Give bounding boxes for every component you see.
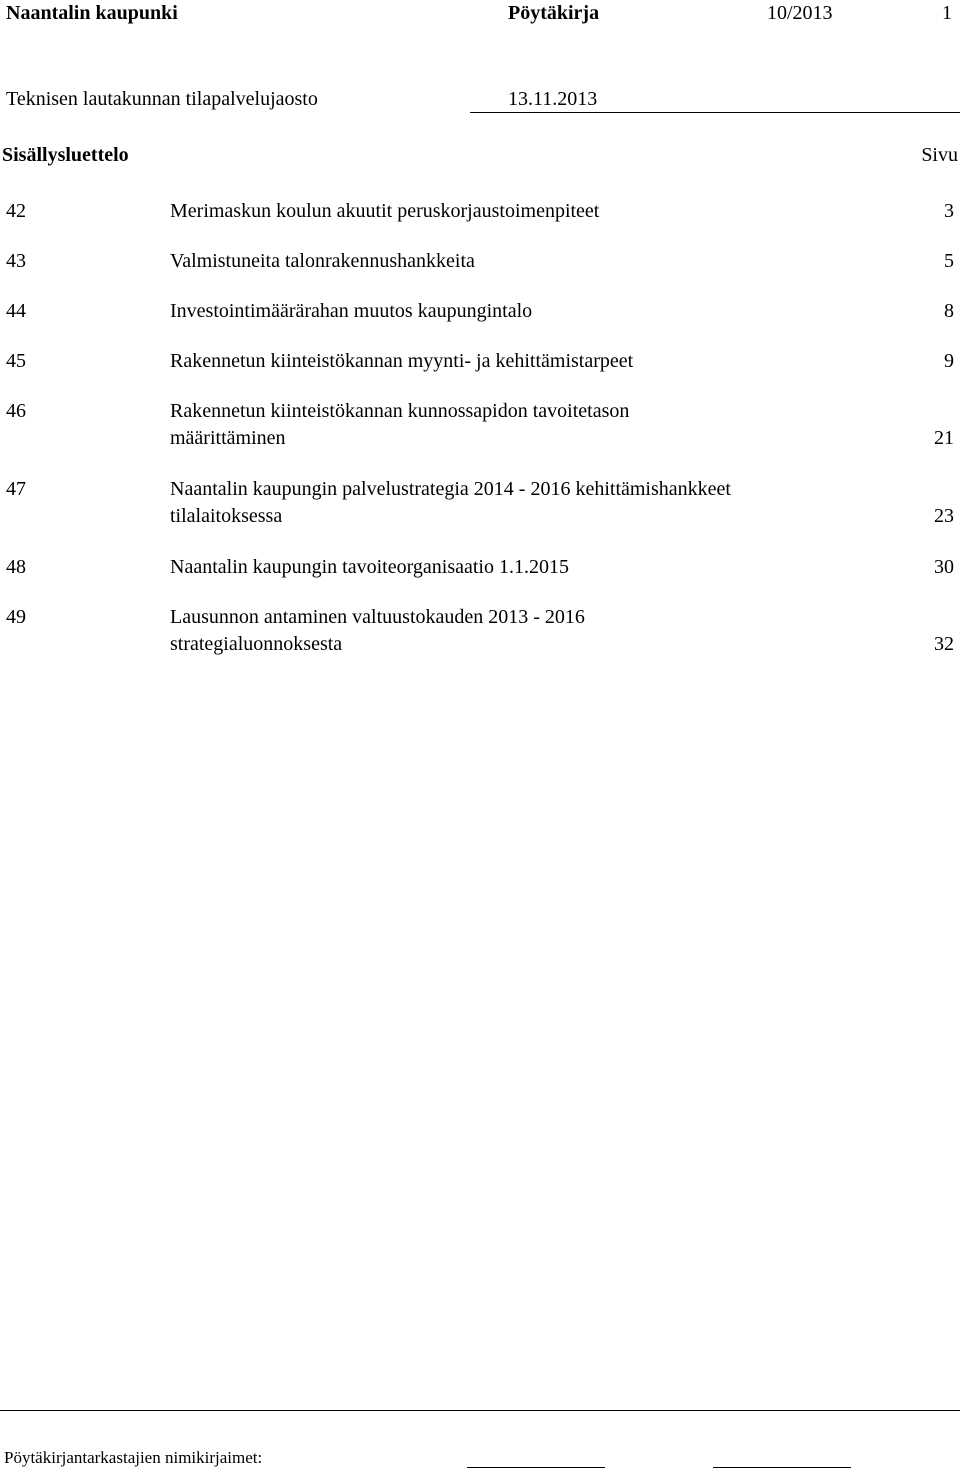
toc-entry-title-line: Rakennetun kiinteistökannan myynti- ja kehittämistarpeet — [170, 350, 634, 372]
toc-entry-title-line: Naantalin kaupungin palvelustrategia 2014 - 2016 kehittämishankkeet — [170, 478, 731, 500]
toc-entry-title-line: Valmistuneita talonrakennushankkeita — [170, 250, 475, 272]
toc-entry-page: 9 — [944, 350, 954, 372]
initials-line — [467, 1467, 605, 1468]
document-type: Pöytäkirja — [508, 2, 600, 24]
committee-name: Teknisen lautakunnan tilapalvelujaosto — [6, 88, 318, 110]
footer-initials-label: Pöytäkirjantarkastajien nimikirjaimet: — [4, 1448, 263, 1467]
toc-entry-page: 3 — [944, 200, 954, 222]
toc-entry-title-line: strategialuonnoksesta — [170, 633, 343, 655]
toc-entry-title — [170, 348, 870, 375]
organization-name: Naantalin kaupunki — [6, 2, 178, 24]
toc-entry-title-line: Merimaskun koulun akuutit peruskorjaustoimenpiteet — [170, 200, 600, 222]
toc-entry-page: 5 — [944, 250, 954, 272]
toc-entry-page: 23 — [934, 505, 954, 527]
toc-entry-title — [170, 298, 870, 325]
toc-entry-title-line: määrittäminen — [170, 427, 286, 449]
toc-page-column-label: Sivu — [921, 144, 958, 166]
toc-entry-title — [170, 554, 870, 581]
toc-entry-title — [170, 604, 870, 658]
toc-entry-number: 46 — [6, 400, 26, 422]
toc-entry-number: 44 — [6, 300, 26, 322]
toc-title: Sisällysluettelo — [2, 144, 129, 166]
toc-entry-title — [170, 198, 870, 225]
header-divider — [470, 112, 960, 113]
meeting-date: 13.11.2013 — [508, 88, 598, 110]
toc-entry-number: 47 — [6, 478, 26, 500]
toc-entry-number: 45 — [6, 350, 26, 372]
toc-entry-page: 21 — [934, 427, 954, 449]
footer-divider — [0, 1410, 960, 1411]
toc-entry-title — [170, 248, 870, 275]
toc-entry-title — [170, 476, 870, 530]
toc-entry-title-line: Lausunnon antaminen valtuustokauden 2013 - 2016 — [170, 606, 585, 628]
toc-entry-title — [170, 398, 870, 452]
page-number: 1 — [942, 2, 952, 24]
toc-entry-page: 30 — [934, 556, 954, 578]
toc-entry-number: 48 — [6, 556, 26, 578]
toc-entry-number: 43 — [6, 250, 26, 272]
toc-entry-number: 49 — [6, 606, 26, 628]
toc-entry-number: 42 — [6, 200, 26, 222]
document-number: 10/2013 — [767, 2, 833, 24]
toc-entry-page: 8 — [944, 300, 954, 322]
toc-entry-page: 32 — [934, 633, 954, 655]
toc-entry-title-line: Investointimäärärahan muutos kaupungintalo — [170, 300, 533, 322]
toc-entry-title-line: Rakennetun kiinteistökannan kunnossapidon tavoitetason — [170, 400, 630, 422]
toc-entry-title-line: Naantalin kaupungin tavoiteorganisaatio 1.1.2015 — [170, 556, 569, 578]
initials-line — [713, 1467, 851, 1468]
toc-entry-title-line: tilalaitoksessa — [170, 505, 283, 527]
